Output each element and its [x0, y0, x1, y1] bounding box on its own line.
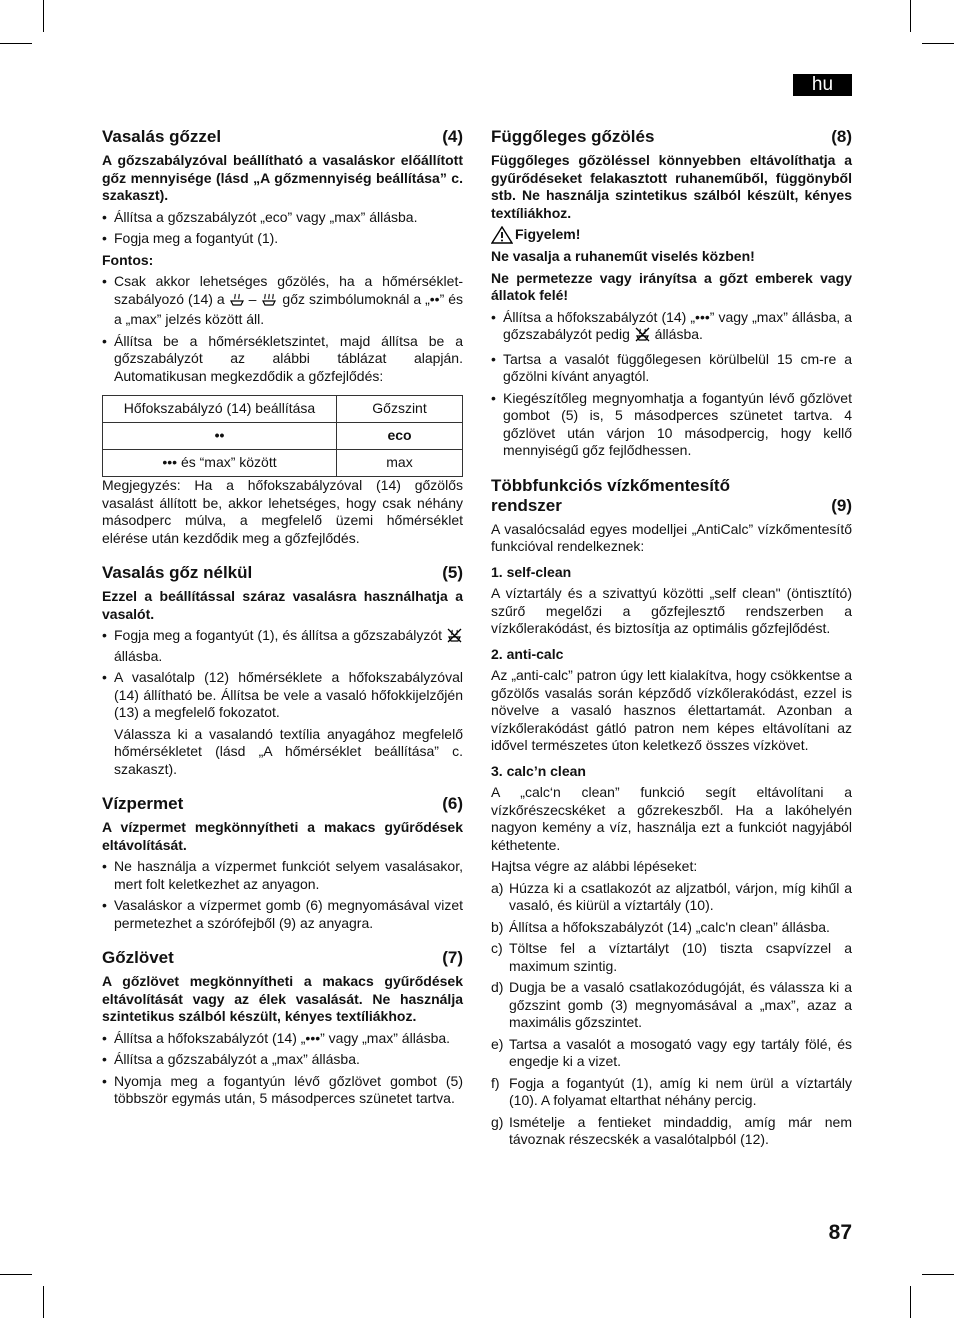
table-row — [103, 450, 463, 477]
section-heading: Többfunkciós vízkőmentesítő rendszer (9) — [491, 475, 852, 515]
language-badge: hu — [793, 74, 852, 96]
list-item: • Állítsa a hőfokszabályzót (14) „•••” vagy „max” állásba. — [102, 1030, 463, 1048]
step-list — [491, 880, 852, 1149]
steam-settings-table — [102, 395, 463, 477]
important-label: Fontos: — [102, 251, 154, 268]
section-dry-ironing — [102, 563, 463, 778]
list-item-continuation: Válassza ki a vasalandó textília anyagához megfelelő hőmérsékletet (lásd „A hőmérséklet beállítása” c. szakaszt). — [114, 725, 463, 777]
list-item: • A vasalótalp (12) hőmérséklete a hőfokszabályzóval (14) állítható be. Állítsa be vele a vasaló hőfokkijelzőjén (13) a megfelelő fokozatot. Válassza ki a vasalandó textília anyagához megfelelő hőmérsékletet (lásd „A hőmérséklet beállítása” c. szakaszt). — [102, 669, 463, 778]
warning-row: Figyelem! — [491, 226, 852, 244]
table-cell: eco — [337, 423, 463, 450]
section-intro: A vasalócsalád egyes modelljei „AntiCalc” vízkőmentesítő funkcióval rendelkeznek: — [491, 520, 852, 554]
section-steam-shot — [102, 948, 463, 1108]
section-heading: Vasalás gőzzel (4) — [102, 127, 463, 146]
crop-mark — [0, 1274, 32, 1275]
list-item: • Állítsa a gőzszabályzót „eco” vagy „max” állásba. — [102, 209, 463, 227]
section-spray — [102, 794, 463, 932]
bullet-list — [102, 627, 463, 778]
paragraph: Az „anti-calc” patron úgy lett kialakítva, hogy csökkentse a gőzölős vasalás során képződő vízkőlerakódást, ezzel is növelve a vasaló hasznos élettartamát. Azonban a vízkőlerakódást gátló patron nem képes eltávolítani az idővel természetes úton keletkező összes vízkövet. — [491, 667, 852, 753]
warning-text: Ne vasalja a ruhaneműt viselés közben! — [491, 248, 755, 264]
table-cell: ••• és “max” között — [103, 450, 337, 477]
list-item: • Állítsa be a hőmérsékletszintet, majd állítsa be a gőzszabályzót az alábbi táblázat alapján. Automatikusan megkezdődik a gőzfejlődés: — [102, 333, 463, 386]
section-heading: Gőzlövet (7) — [102, 948, 463, 967]
crop-mark — [43, 1286, 44, 1318]
bullet-list — [491, 309, 852, 460]
table-header-cell: Gőzszint — [337, 396, 463, 423]
section-intro: Ezzel a beállítással száraz vasalásra használhatja a vasalót. — [102, 588, 463, 622]
note-text: Megjegyzés: Ha a hőfokszabályzóval (14) gőzölős vasalást állított be, akkor lehetséges, hogy csak néhány másodperc múlva, a megfelelő üzemi hőmérséklet elérése után kezdődik meg a gőzfejlődés. — [102, 477, 463, 546]
list-item: • Állítsa a hőfokszabályzót (14) „•••” vagy „max” állásba, a gőzszabályzót pedig állásba. — [491, 309, 852, 347]
section-heading: Függőleges gőzölés (8) — [491, 127, 852, 146]
list-item: f) Fogja a fogantyút (1), amíg ki nem ürül a víztartály (10). A folyamat eltarthat néhány percig. — [491, 1074, 852, 1108]
page-number: 87 — [828, 1221, 852, 1244]
list-item: • Ne használja a vízpermet funkciót selyem vasalásakor, mert folt keletkezhet az anyagon. — [102, 858, 463, 893]
bullet-list — [102, 1030, 463, 1108]
list-item: • Fogja meg a fogantyút (1). — [102, 230, 463, 248]
list-item: • Tartsa a vasalót függőlegesen körülbelül 15 cm-re a gőzölni kívánt anyagtól. — [491, 351, 852, 386]
subheading: 1. self-clean — [491, 563, 572, 580]
bullet-list — [102, 273, 463, 385]
crop-mark — [43, 0, 44, 32]
subheading: 3. calc’n clean — [491, 762, 586, 779]
list-item: • Állítsa a gőzszabályzót a „max” állásba. — [102, 1051, 463, 1069]
list-item: • Kiegészítőleg megnyomhatja a fogantyún lévő gőzlövet gombot (5) is, 5 másodperces szünetet tartva. 4 gőzlövet után várjon 10 másodpercig, hogy kellő mennyiségű gőz fejlődhessen. — [491, 390, 852, 460]
section-intro: Függőleges gőzöléssel könnyebben eltávolíthatja a gyűrődéseket felakasztott ruhaneműből, függönyből stb. Ne használja szintetikus szálból készült, kényes textíliákhoz. — [491, 152, 852, 221]
steam-max-icon — [260, 292, 278, 312]
right-column — [491, 127, 852, 1165]
crop-mark — [922, 1274, 954, 1275]
list-item: a) Húzza ki a csatlakozót az aljzatból, várjon, míg kihűl a vasaló, és kiürül a víztartály (10). — [491, 879, 852, 913]
paragraph: Hajtsa végre az alábbi lépéseket: — [491, 858, 698, 874]
list-item: • Csak akkor lehetséges gőzölés, ha a hőmérséklet-szabályozó (14) a – gőz szimbólumoknál a „••” és a „max” jelzés között áll. — [102, 273, 463, 329]
subheading: 2. anti-calc — [491, 645, 564, 662]
warning-text: Ne permetezze vagy irányítsa a gőzt emberek vagy állatok felé! — [491, 269, 852, 303]
list-item: b) Állítsa a hőfokszabályzót (14) „calc'n clean” állásba. — [491, 918, 830, 935]
section-intro: A gőzlövet megkönnyítheti a makacs gyűrődések eltávolítását vagy az élek vasalását. Ne használja szintetikus szálból készült, kényes textíliákhoz. — [102, 973, 463, 1024]
list-item: • Vasaláskor a vízpermet gomb (6) megnyomásával vizet permetezhet a szórófejből (9) az anyagra. — [102, 897, 463, 932]
no-steam-icon — [634, 327, 651, 347]
list-item: g) Ismételje a fentieket mindaddig, amíg már nem távoznak részecskék a vasalótalpból (12). — [491, 1113, 852, 1147]
bullet-list — [102, 209, 463, 248]
paragraph: A „calc‘n clean” funkció segít eltávolítani a vízkőrészecskéket a gőzrekeszből. Ha a lakóhelyén nagyon kemény a víz, használja ezt a funkciót nagyjából kéthetente. — [491, 784, 852, 853]
section-steam-ironing — [102, 127, 463, 547]
table-cell: max — [337, 450, 463, 477]
table-row — [103, 423, 463, 450]
list-item: • Nyomja meg a fogantyún lévő gőzlövet gombot (5) többször egymás után, 5 másodperces szünetet tartva. — [102, 1073, 463, 1108]
section-vertical-steam — [491, 127, 852, 460]
table-row — [103, 396, 463, 423]
crop-mark — [910, 0, 911, 32]
left-column — [102, 127, 463, 1124]
list-item: e) Tartsa a vasalót a mosogató vagy egy tartály fölé, és engedje ki a vizet. — [491, 1035, 852, 1069]
list-item: • Fogja meg a fogantyút (1), és állítsa a gőzszabályzót állásba. — [102, 627, 463, 665]
steam-min-icon — [229, 292, 245, 312]
list-item: c) Töltse fel a víztartályt (10) tiszta csapvízzel a maximum szintig. — [491, 940, 852, 974]
crop-mark — [922, 43, 954, 44]
bullet-list — [102, 858, 463, 932]
crop-mark — [0, 43, 32, 44]
section-anticalc — [491, 476, 852, 1149]
table-header-cell: Hőfokszabályzó (14) beállítása — [103, 396, 337, 423]
section-intro: A vízpermet megkönnyítheti a makacs gyűrődések eltávolítását. — [102, 819, 463, 853]
no-steam-icon — [446, 628, 463, 648]
section-intro: A gőzszabályzóval beállítható a vasaláskor előállított gőz mennyisége (lásd „A gőzmennyiség beállítása” c. szakaszt). — [102, 152, 463, 203]
crop-mark — [910, 1286, 911, 1318]
warning-triangle-icon — [491, 226, 513, 244]
paragraph: A víztartály és a szivattyú közötti „self clean" (öntisztító) szűrő megelőzi a gőzfejlesztő rendszerben a vízkőlerakódást, és biztosítja az optimális gőzfejlődést. — [491, 585, 852, 636]
section-heading: Vízpermet (6) — [102, 794, 463, 813]
table-cell: •• — [103, 423, 337, 450]
list-item: d) Dugja be a vasaló csatlakozódugóját, és válassza ki a gőzszint gomb (3) megnyomásával a „max”, azaz a maximális gőzszintet. — [491, 979, 852, 1030]
section-heading: Vasalás gőz nélkül (5) — [102, 563, 463, 582]
